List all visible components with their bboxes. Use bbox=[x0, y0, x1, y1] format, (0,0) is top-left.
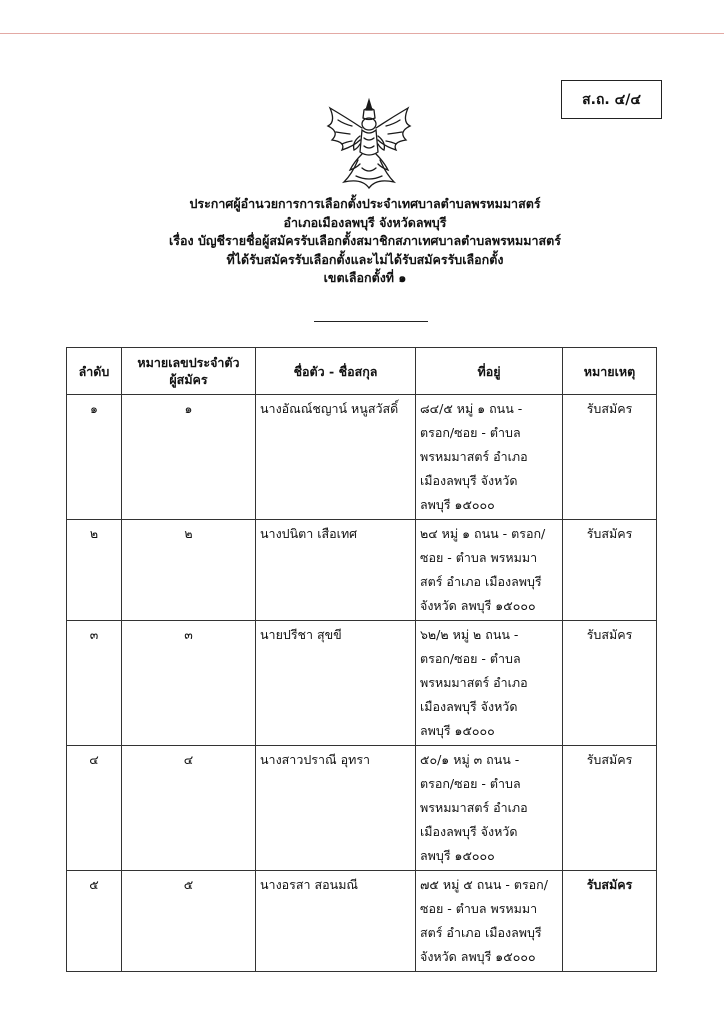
address-line: พรหมมาสตร์ อำเภอ bbox=[420, 800, 528, 815]
cell-address bbox=[416, 520, 563, 621]
address-line: ตรอก/ซอย - ตำบล bbox=[420, 425, 521, 440]
address-line: เมืองลพบุรี จังหวัด bbox=[420, 699, 518, 714]
address-line: จังหวัด ลพบุรี ๑๕๐๐๐ bbox=[420, 598, 536, 613]
address-line: ซอย - ตำบล พรหมมา bbox=[420, 901, 538, 916]
heading-line-5: เขตเลือกตั้งที่ ๑ bbox=[323, 270, 407, 285]
heading-underline bbox=[314, 321, 428, 322]
address-line: สตร์ อำเภอ เมืองลพบุรี bbox=[420, 574, 542, 589]
table-row bbox=[67, 395, 657, 520]
address-line: เมืองลพบุรี จังหวัด bbox=[420, 473, 518, 488]
address-line: ลพบุรี ๑๕๐๐๐ bbox=[420, 848, 495, 863]
address-line: ๒๔ หมู่ ๑ ถนน - ตรอก/ bbox=[420, 526, 546, 541]
cell-remark: รับสมัคร bbox=[563, 621, 657, 746]
cell-address bbox=[416, 621, 563, 746]
col-header-name: ชื่อตัว - ชื่อสกุล bbox=[256, 348, 416, 395]
table-row bbox=[67, 520, 657, 621]
table-row bbox=[67, 621, 657, 746]
col-header-remark: หมายเหตุ bbox=[563, 348, 657, 395]
cell-remark: รับสมัคร bbox=[563, 395, 657, 520]
address-line: ตรอก/ซอย - ตำบล bbox=[420, 651, 521, 666]
top-edge-line bbox=[0, 33, 724, 34]
cell-address bbox=[416, 746, 563, 871]
table-row bbox=[67, 871, 657, 972]
col-header-order: ลำดับ bbox=[67, 348, 122, 395]
cell-order: ๕ bbox=[67, 871, 122, 972]
cell-order: ๔ bbox=[67, 746, 122, 871]
col-header-address: ที่อยู่ bbox=[416, 348, 563, 395]
address-line: พรหมมาสตร์ อำเภอ bbox=[420, 449, 528, 464]
cell-name: นางอัณณ์ชญาน์ หนูสวัสดิ์ bbox=[256, 395, 416, 520]
cell-number: ๕ bbox=[122, 871, 256, 972]
address-line: เมืองลพบุรี จังหวัด bbox=[420, 824, 518, 839]
address-line: ๕๐/๑ หมู่ ๓ ถนน - bbox=[420, 752, 520, 767]
cell-name: นางอรสา สอนมณี bbox=[256, 871, 416, 972]
announcement-heading bbox=[120, 195, 610, 288]
cell-order: ๓ bbox=[67, 621, 122, 746]
cell-name: นายปรีชา สุขขี bbox=[256, 621, 416, 746]
cell-name: นางปนิตา เสือเทศ bbox=[256, 520, 416, 621]
garuda-emblem-icon bbox=[322, 96, 416, 192]
heading-line-4: ที่ได้รับสมัครรับเลือกตั้งและไม่ได้รับสมัครรับเลือกตั้ง bbox=[226, 251, 504, 267]
cell-order: ๑ bbox=[67, 395, 122, 520]
cell-number: ๒ bbox=[122, 520, 256, 621]
address-line: ลพบุรี ๑๕๐๐๐ bbox=[420, 723, 495, 738]
address-line: สตร์ อำเภอ เมืองลพบุรี bbox=[420, 925, 542, 940]
cell-order: ๒ bbox=[67, 520, 122, 621]
address-line: พรหมมาสตร์ อำเภอ bbox=[420, 675, 528, 690]
col-header-number bbox=[122, 348, 256, 395]
table-header-row bbox=[67, 348, 657, 395]
address-line: จังหวัด ลพบุรี ๑๕๐๐๐ bbox=[420, 949, 536, 964]
cell-remark: รับสมัคร bbox=[563, 871, 657, 972]
cell-address bbox=[416, 871, 563, 972]
heading-line-3: เรื่อง บัญชีรายชื่อผู้สมัครรับเลือกตั้งสมาชิกสภาเทศบาลตำบลพรหมมาสตร์ bbox=[169, 233, 561, 248]
cell-number: ๑ bbox=[122, 395, 256, 520]
cell-name: นางสาวปราณี อุทรา bbox=[256, 746, 416, 871]
cell-address bbox=[416, 395, 563, 520]
form-code: ส.ถ. ๔/๔ bbox=[582, 91, 641, 108]
address-line: ตรอก/ซอย - ตำบล bbox=[420, 776, 521, 791]
heading-line-1: ประกาศผู้อำนวยการการเลือกตั้งประจำเทศบาลตำบลพรหมมาสตร์ bbox=[189, 196, 541, 211]
cell-remark: รับสมัคร bbox=[563, 520, 657, 621]
cell-number: ๓ bbox=[122, 621, 256, 746]
col-header-number-line1: หมายเลขประจำตัว bbox=[137, 355, 240, 370]
cell-remark: รับสมัคร bbox=[563, 746, 657, 871]
col-header-number-line2: ผู้สมัคร bbox=[169, 372, 208, 387]
heading-line-2: อำเภอเมืองลพบุรี จังหวัดลพบุรี bbox=[283, 214, 447, 230]
address-line: ซอย - ตำบล พรหมมา bbox=[420, 550, 538, 565]
form-code-box bbox=[561, 80, 662, 119]
address-line: ๘๔/๕ หมู่ ๑ ถนน - bbox=[420, 401, 523, 416]
address-line: ลพบุรี ๑๕๐๐๐ bbox=[420, 497, 495, 512]
address-line: ๖๒/๒ หมู่ ๒ ถนน - bbox=[420, 627, 519, 642]
candidate-table bbox=[66, 347, 657, 972]
cell-number: ๔ bbox=[122, 746, 256, 871]
table-row bbox=[67, 746, 657, 871]
address-line: ๗๕ หมู่ ๕ ถนน - ตรอก/ bbox=[420, 877, 548, 892]
